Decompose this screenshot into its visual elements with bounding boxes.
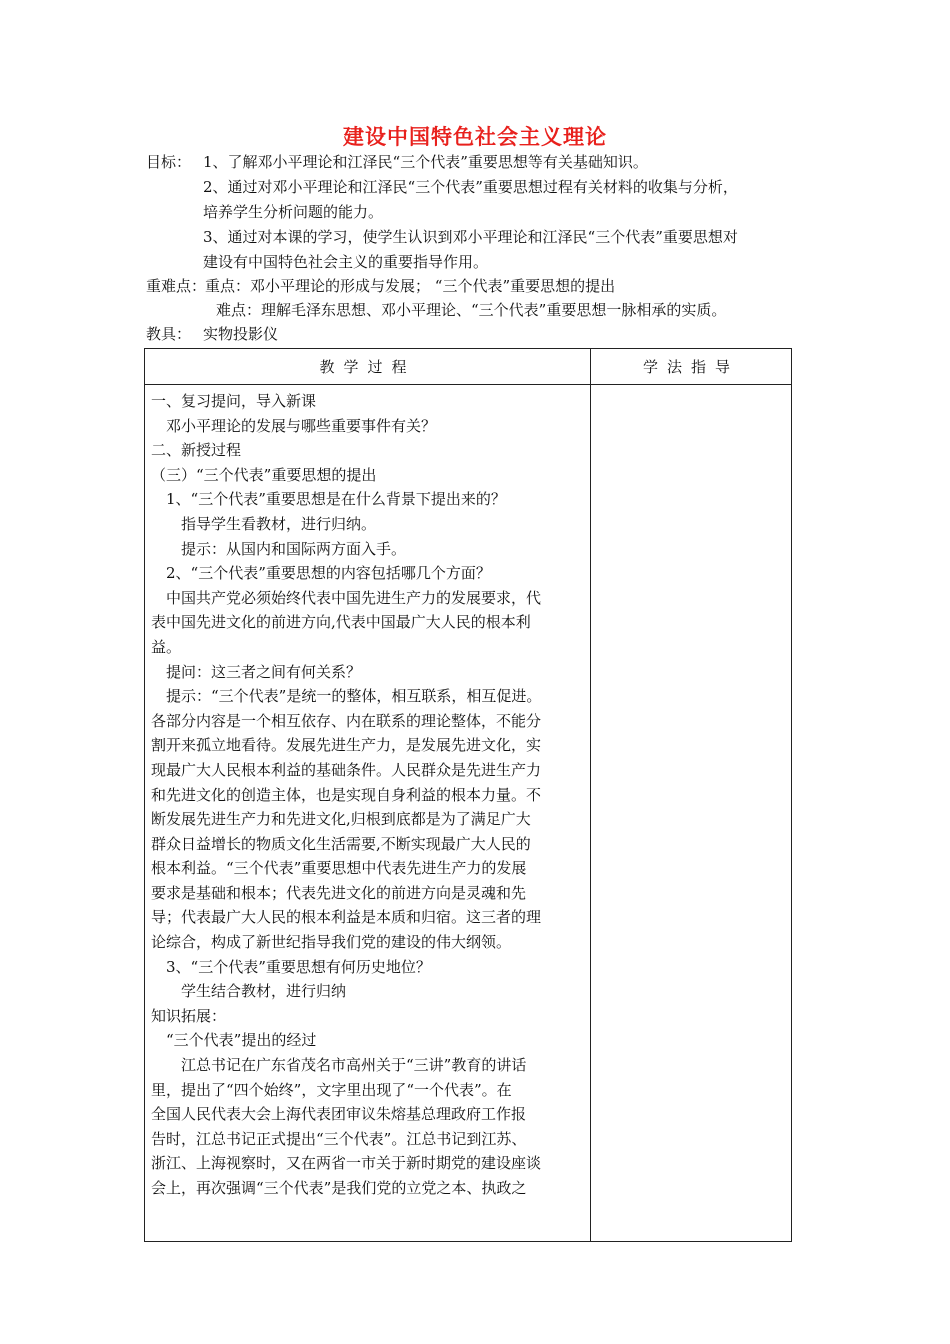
process-line: 益。: [151, 637, 182, 656]
process-line: 要求是基础和根本；代表先进文化的前进方向是灵魂和先: [151, 883, 527, 902]
process-line: 现最广大人民根本利益的基础条件。人民群众是先进生产力: [151, 760, 542, 779]
objective-line-2: 2、通过对邓小平理论和江泽民“三个代表”重要思想过程有关材料的收集与分析，: [203, 178, 738, 196]
process-line: 表中国先进文化的前进方向,代表中国最广大人民的根本利: [151, 613, 531, 632]
process-line: 提示：“三个代表”是统一的整体，相互联系，相互促进。: [151, 687, 542, 706]
objective-line-5: 建设有中国特色社会主义的重要指导作用。: [203, 253, 489, 271]
process-line: 断发展先进生产力和先进文化,归根到底都是为了满足广大: [151, 810, 531, 829]
table-body-row: [145, 385, 792, 1242]
lesson-plan-table: [144, 348, 792, 1242]
difficult-point-text: 难点：理解毛泽东思想、邓小平理论、“三个代表”重要思想一脉相承的实质。: [216, 301, 727, 319]
process-line: 根本利益。“三个代表”重要思想中代表先进生产力的发展: [151, 859, 527, 878]
table-header-row: [145, 349, 792, 385]
process-line: 和先进文化的创造主体，也是实现自身利益的根本力量。不: [151, 785, 542, 804]
process-line: 全国人民代表大会上海代表团审议朱熔基总理政府工作报: [151, 1105, 527, 1124]
process-line: 论综合，构成了新世纪指导我们党的建设的伟大纲领。: [151, 933, 512, 952]
process-line: 二、新授过程: [151, 441, 242, 460]
header-teaching-process: 教学过程: [145, 349, 591, 385]
objective-line-3: 培养学生分析问题的能力。: [203, 203, 384, 221]
process-line: 告时，江总书记正式提出“三个代表”。江总书记到江苏、: [151, 1129, 527, 1148]
process-line: 邓小平理论的发展与哪些重要事件有关？: [151, 416, 437, 435]
teaching-process-cell: [145, 385, 591, 1242]
process-line: 提问：这三者之间有何关系？: [151, 662, 362, 681]
process-line: 里，提出了“四个始终”，文字里出现了“一个代表”。在: [151, 1080, 512, 1099]
process-line: “三个代表”提出的经过: [151, 1031, 317, 1050]
tools-label: 教具：: [146, 325, 192, 343]
tools-value: 实物投影仪: [203, 325, 279, 343]
objective-line-1: 1、了解邓小平理论和江泽民“三个代表”重要思想等有关基础知识。: [203, 153, 648, 171]
key-point-text: 重点：邓小平理论的形成与发展； “三个代表”重要思想的提出: [205, 277, 616, 295]
objectives-label: 目标：: [146, 153, 192, 171]
teaching-process-content: [145, 385, 590, 1201]
header-study-guidance: 学法指导: [591, 349, 792, 385]
document-title: 建设中国特色社会主义理论: [343, 124, 607, 149]
process-line: 提示：从国内和国际两方面入手。: [151, 539, 407, 558]
process-line: 割开来孤立地看待。发展先进生产力，是发展先进文化，实: [151, 736, 542, 755]
key-points-label: 重难点：: [146, 277, 207, 295]
study-guidance-cell: [591, 385, 792, 1242]
process-line: 会上，再次强调“三个代表”是我们党的立党之本、执政之: [151, 1179, 527, 1197]
process-line: 指导学生看教材，进行归纳。: [151, 514, 377, 533]
process-line: 1、“三个代表”重要思想是在什么背景下提出来的？: [151, 490, 506, 509]
process-line: 知识拓展：: [151, 1006, 227, 1025]
process-line: 浙江、上海视察时，又在两省一市关于新时期党的建设座谈: [151, 1154, 542, 1173]
process-line: 群众日益增长的物质文化生活需要,不断实现最广大人民的: [151, 834, 531, 853]
process-line: 导；代表最广大人民的根本利益是本质和归宿。这三者的理: [151, 908, 542, 927]
process-line: 中国共产党必须始终代表中国先进生产力的发展要求，代: [151, 588, 542, 607]
process-line: 江总书记在广东省茂名市高州关于“三讲”教育的讲话: [151, 1056, 527, 1075]
process-line: 3、“三个代表”重要思想有何历史地位？: [151, 957, 431, 976]
process-line: 各部分内容是一个相互依存、内在联系的理论整体，不能分: [151, 711, 542, 730]
objective-line-4: 3、通过对本课的学习，使学生认识到邓小平理论和江泽民“三个代表”重要思想对: [203, 228, 738, 246]
process-line: 一、复习提问，导入新课: [151, 392, 317, 410]
process-line: 2、“三个代表”重要思想的内容包括哪几个方面？: [151, 564, 491, 583]
process-line: 学生结合教材，进行归纳: [151, 982, 347, 1001]
process-line: （三）“三个代表”重要思想的提出: [151, 465, 377, 484]
